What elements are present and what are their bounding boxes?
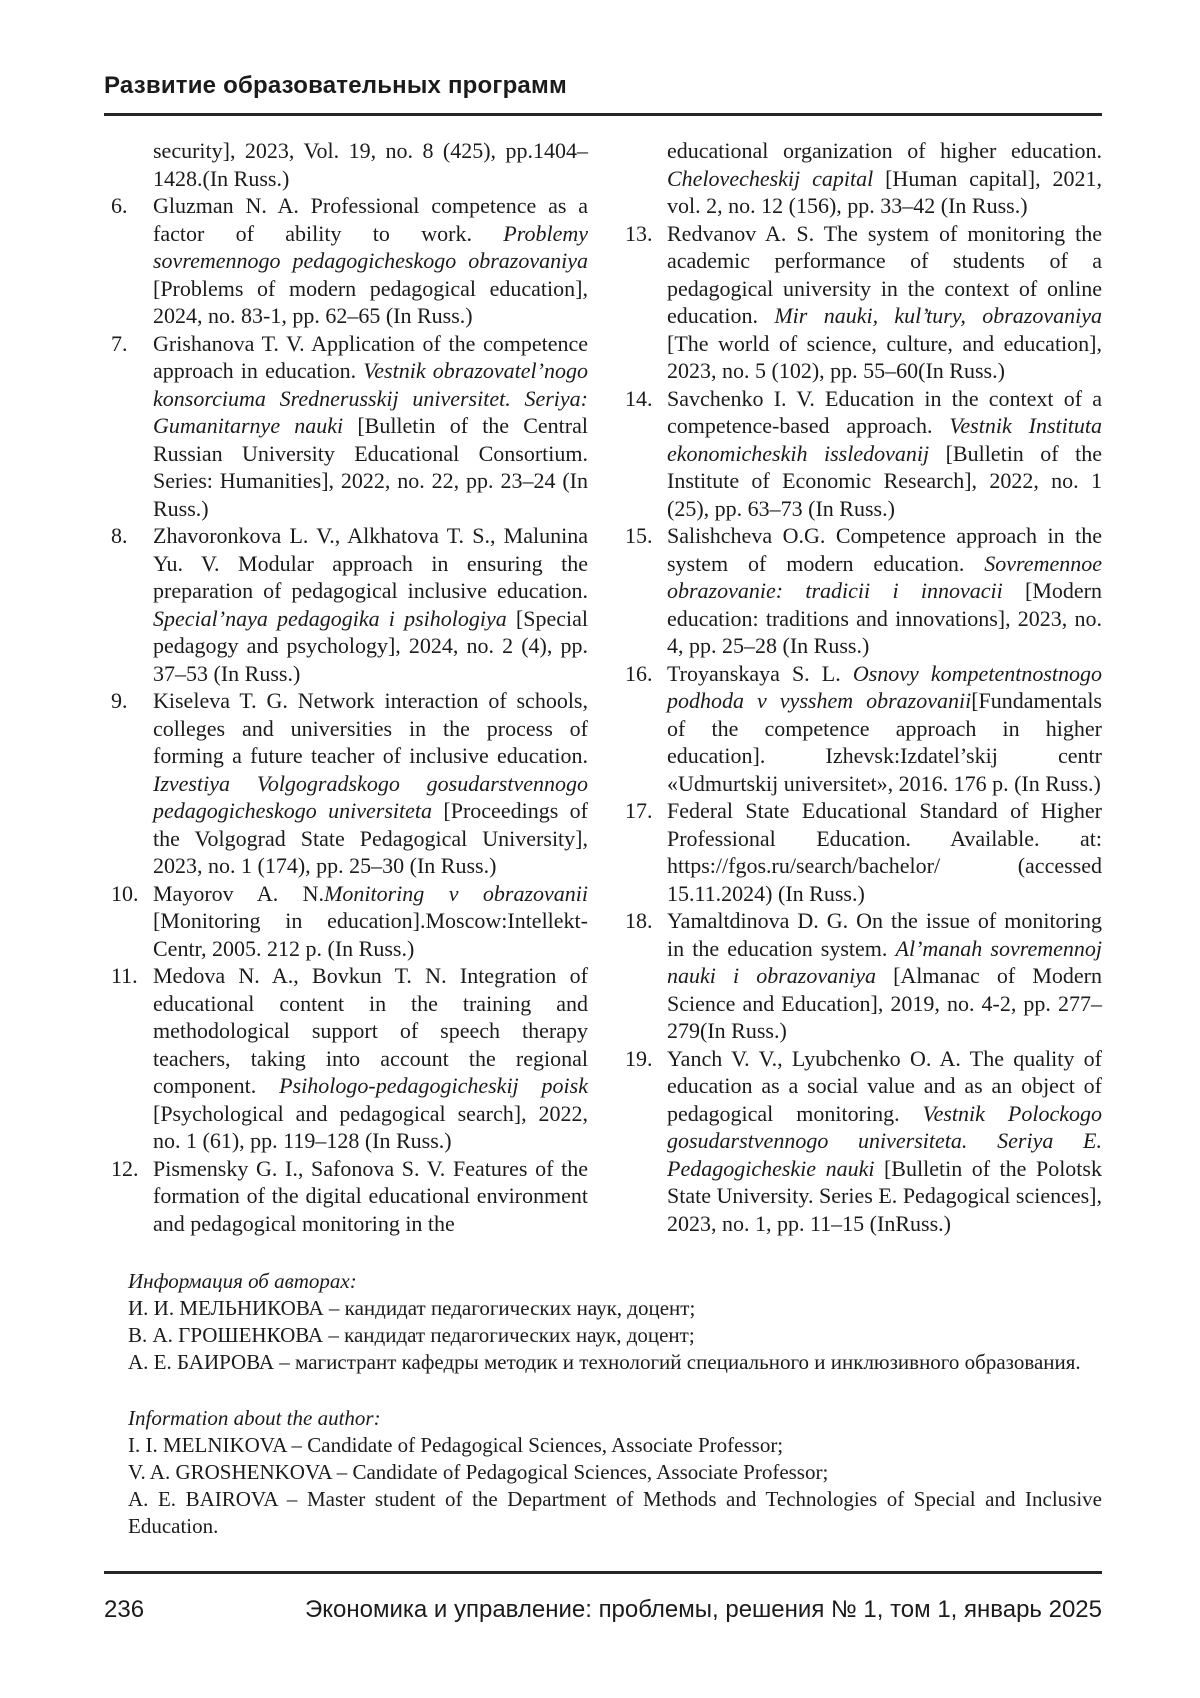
header-rule	[104, 113, 1102, 116]
reference-text: Pismensky G. I., Safonova S. V. Features of the formation of the digital educational environment and pedagogical monitoring in the	[153, 1155, 588, 1236]
reference-item	[618, 797, 1102, 907]
reference-item	[104, 962, 588, 1155]
reference-item	[104, 522, 588, 687]
reference-text: Medova N. A., Bovkun T. N. Integration of educational content in the training and methodological support of speech therapy teachers, taking into account the regional component. Psihologo-pedagogicheskij poisk [Psychological and pedagogical search], 2022, no. 1 (61), pp. 119–128 (In Russ.)	[153, 963, 588, 1153]
authors-info-ru	[128, 1268, 1102, 1376]
reference-text: Salishcheva O.G. Competence approach in the system of modern education. Sovremennoe obrazovanie: tradicii i innovacii [Modern education: traditions and innovations], 2023, no. 4, pp. 25–28 (In Russ.)	[667, 523, 1102, 658]
reference-text: Zhavoronkova L. V., Alkhatova T. S., Malunina Yu. V. Modular approach in ensuring the preparation of pedagogical inclusive education. Special’naya pedagogika i psihologiya [Special pedagogy and psychology], 2024, no. 2 (4), pp. 37–53 (In Russ.)	[153, 523, 588, 686]
reference-number: 15.	[625, 523, 653, 548]
reference-text: Redvanov A. S. The system of monitoring the academic performance of students of a pedagogical university in the context of online education. Mir nauki, kul’tury, obrazovaniya [The world of science, culture, and education], 2023, no. 5 (102), pp. 55–60(In Russ.)	[667, 220, 1102, 383]
references-right-column	[618, 137, 1102, 1237]
reference-text: Federal State Educational Standard of Higher Professional Education. Available. at: https://fgos.ru/search/bachelor/ (accessed 15.11.2024) (In Russ.)	[667, 798, 1102, 906]
reference-number: 16.	[625, 660, 653, 686]
author-line: И. И. МЕЛЬНИКОВА – кандидат педагогических наук, доцент;	[128, 1296, 696, 1320]
reference-item	[104, 330, 588, 523]
reference-number: 7.	[111, 330, 128, 356]
reference-item	[618, 137, 1102, 220]
reference-number: 18.	[625, 908, 653, 933]
reference-number: 10.	[111, 880, 139, 906]
authors-ru-heading: Информация об авторах:	[128, 1269, 357, 1293]
reference-text: Yanch V. V., Lyubchenko O. A. The quality of education as a social value and as an object of pedagogical monitoring. Vestnik Polockogo gosudarstvennogo universiteta. Seriya E. Pedagogicheskie nauki [Bulletin of the Polotsk State University. Series E. Pedagogical sciences], 2023, no. 1, pp. 11–15 (InRuss.)	[667, 1045, 1102, 1236]
reference-number: 12.	[111, 1155, 139, 1181]
author-line: В. А. ГРОШЕНКОВА – кандидат педагогических наук, доцент;	[128, 1323, 695, 1347]
reference-text: educational organization of higher education. Chelovecheskij capital [Human capital], 2021, vol. 2, no. 12 (156), pp. 33–42 (In Russ.)	[667, 138, 1102, 218]
reference-item	[104, 137, 588, 192]
reference-number: 13.	[625, 220, 653, 246]
authors-en-heading: Information about the author:	[128, 1406, 381, 1430]
page-number: 236	[104, 1596, 145, 1623]
reference-text: Yamaltdinova D. G. On the issue of monitoring in the education system. Al’manah sovremennoj nauki i obrazovaniya [Almanac of Modern Science and Education], 2019, no. 4-2, pp. 277–279(In Russ.)	[667, 908, 1102, 1043]
reference-item	[104, 1155, 588, 1238]
footer-rule	[104, 1571, 1102, 1574]
references-list	[104, 137, 1102, 1237]
reference-text: Mayorov A. N.Monitoring v obrazovanii [Monitoring in education].Moscow:Intellekt-Centr, 2005. 212 p. (In Russ.)	[153, 880, 588, 961]
authors-info-en	[128, 1405, 1102, 1540]
reference-number: 14.	[625, 385, 653, 411]
reference-item	[104, 880, 588, 963]
reference-number: 11.	[111, 963, 138, 988]
reference-item	[618, 220, 1102, 385]
reference-text: Gluzman N. A. Professional competence as a factor of ability to work. Problemy sovremennogo pedagogicheskogo obrazovaniya [Problems of modern pedagogical education], 2024, no. 83-1, pp. 62–65 (In Russ.)	[153, 193, 588, 328]
running-head: Развитие образовательных программ	[104, 72, 567, 99]
author-line: V. A. GROSHENKOVA – Candidate of Pedagogical Sciences, Associate Professor;	[128, 1460, 829, 1484]
reference-item	[618, 1045, 1102, 1238]
authors-en-lines	[128, 1432, 1102, 1540]
reference-number: 6.	[111, 193, 128, 218]
reference-item	[104, 687, 588, 880]
reference-item	[618, 660, 1102, 798]
author-line: I. I. MELNIKOVA – Candidate of Pedagogical Sciences, Associate Professor;	[128, 1433, 784, 1457]
reference-item	[618, 522, 1102, 660]
reference-text: Kiseleva T. G. Network interaction of schools, colleges and universities in the process of forming a future teacher of inclusive education. Izvestiya Volgogradskogo gosudarstvennogo pedagogicheskogo universiteta [Proceedings of the Volgograd State Pedagogical University], 2023, no. 1 (174), pp. 25–30 (In Russ.)	[153, 688, 588, 878]
reference-item	[618, 907, 1102, 1045]
reference-item	[618, 385, 1102, 523]
reference-number: 8.	[111, 523, 128, 548]
reference-number: 19.	[625, 1045, 653, 1071]
reference-text: Savchenko I. V. Education in the context of a competence-based approach. Vestnik Instituta ekonomicheskih issledovanij [Bulletin of the Institute of Economic Research], 2022, no. 1 (25), pp. 63–73 (In Russ.)	[667, 385, 1102, 521]
reference-number: 9.	[111, 688, 128, 713]
references-left-column	[104, 137, 588, 1237]
reference-text: security], 2023, Vol. 19, no. 8 (425), pp.1404–1428.(In Russ.)	[153, 138, 588, 191]
author-line: А. Е. БАИРОВА – магистрант кафедры методик и технологий специального и инклюзивного образования.	[128, 1350, 1081, 1374]
reference-text: Grishanova T. V. Application of the competence approach in education. Vestnik obrazovatel’nogo konsorciuma Srednerusskij universitet. Seriya: Gumanitarnye nauki [Bulletin of the Central Russian University Educational Consortium. Series: Humanities], 2022, no. 22, pp. 23–24 (In Russ.)	[153, 330, 588, 521]
reference-text: Troyanskaya S. L. Osnovy kompetentnostnogo podhoda v vysshem obrazovanii[Fundamentals of the competence approach in higher education]. Izhevsk:Izdatel’skij centr «Udmurtskij universitet», 2016. 176 p. (In Russ.)	[667, 660, 1102, 796]
author-line: A. E. BAIROVA – Master student of the Department of Methods and Technologies of Special and Inclusive Education.	[128, 1487, 1102, 1538]
authors-ru-lines	[128, 1295, 1102, 1376]
reference-item	[104, 192, 588, 330]
journal-title: Экономика и управление: проблемы, решения № 1, том 1, январь 2025	[304, 1596, 1102, 1623]
footer	[104, 1571, 1102, 1624]
reference-number: 17.	[625, 798, 653, 823]
